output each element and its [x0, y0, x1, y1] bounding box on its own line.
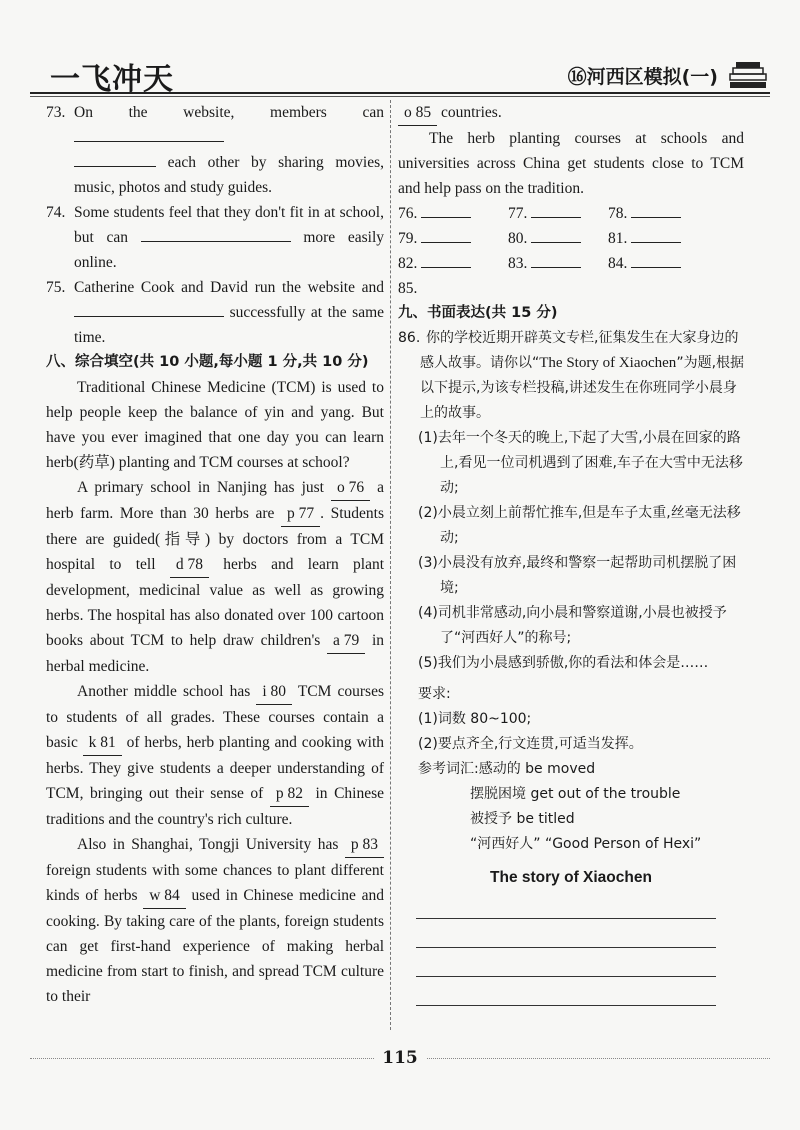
hint-1: (1)去年一个冬天的晚上,下起了大雪,小晨在回家的路上,看见一位司机遇到了困难,车子在大雪中无法移动; [418, 430, 743, 496]
answer-slot-76[interactable]: 76. [398, 201, 508, 226]
section-9-heading: 九、书面表达(共 15 分) [398, 305, 558, 321]
page-header [30, 50, 770, 100]
cloze-blank-76[interactable]: o 76 [331, 475, 370, 501]
answer-slot-79[interactable]: 79. [398, 226, 508, 251]
answer-slot-82[interactable]: 82. [398, 251, 508, 276]
passage-paragraph-1: Traditional Chinese Medicine (TCM) is used to help people keep the balance of yin and yang. But have you ever imagined that one day you can learn herb(药草) planting and TCM courses at school? [46, 379, 384, 471]
header-rule-thin [30, 96, 770, 97]
answer-slot-85[interactable]: 85. [398, 280, 418, 297]
answer-slot-80[interactable]: 80. [508, 226, 608, 251]
hint-4: (4)司机非常感动,向小晨和警察道谢,小晨也被授予了“河西好人”的称号; [418, 605, 727, 646]
column-divider [390, 100, 391, 1030]
question-74: 74. Some students feel that they don't fit in at school, but can more easily online. [46, 204, 384, 271]
passage-paragraph-2: A primary school in Nanjing has just o 76 a herb farm. More than 30 herbs are p 77 . Students there are guided(指导) by doctors from a TCM hospital to tell d 78 herbs and learn plant development, medicinal value as well as growing herbs. The hospital has also donated over 100 cartoon books about TCM to help draw children's a 79 in herbal medicine. [46, 475, 384, 679]
cloze-blank-82[interactable]: p 82 [270, 781, 309, 807]
right-column [398, 100, 744, 1006]
page-footer [0, 1048, 800, 1068]
answer-blank-75[interactable] [74, 316, 224, 317]
cloze-blank-80[interactable]: i 80 [256, 679, 292, 705]
writing-line[interactable] [416, 918, 716, 919]
cloze-blank-77[interactable]: p 77 [281, 501, 320, 527]
cloze-blank-78[interactable]: d 78 [170, 552, 209, 578]
requirements-label: 要求: [418, 686, 451, 702]
cloze-blank-83[interactable]: p 83 [345, 832, 384, 858]
hint-3: (3)小晨没有放弃,最终和警察一起帮助司机摆脱了困境; [418, 555, 737, 596]
page-number: 115 [374, 1048, 426, 1068]
requirement-2: (2)要点齐全,行文连贯,可适当发挥。 [418, 736, 643, 752]
question-75: 75. Catherine Cook and David run the website and successfully at the same time. [46, 279, 385, 346]
writing-line[interactable] [416, 947, 716, 948]
vocab-row-3: 被授予 be titled [470, 811, 575, 827]
question-86 [398, 326, 744, 857]
left-column [46, 100, 384, 1009]
answer-blank-73b[interactable] [74, 166, 156, 167]
passage-continuation: o 85 countries. [398, 100, 744, 126]
exam-tag: ⑯河西区模拟(一) [567, 66, 718, 88]
header-rule [30, 92, 770, 94]
passage-paragraph-4: Also in Shanghai, Tongji University has p 83 foreign students with some chances to plant different kinds of herbs w 84 used in Chinese medicine and cooking. By taking care of the plants, foreign students can get first-hand experience of making herbal medicine from start to finish, and spread TCM culture to their [46, 832, 384, 1009]
passage-paragraph-3: Another middle school has i 80 TCM courses to students of all grades. These courses contain a basic k 81 of herbs, herb planting and cooking with herbs. They give students a deeper understanding of TCM, bringing out their sense of p 82 in Chinese traditions and the country's rich culture. [46, 679, 384, 832]
requirement-1: (1)词数 80~100; [418, 711, 532, 727]
answer-slot-83[interactable]: 83. [508, 251, 608, 276]
passage-paragraph-5: The herb planting courses at schools and universities across China get students close to TCM and help pass on the tradition. [398, 130, 744, 197]
section-8-heading: 八、综合填空(共 10 小题,每小题 1 分,共 10 分) [46, 354, 369, 370]
vocab-row-1: 参考词汇:感动的 be moved [418, 761, 596, 777]
answer-slot-81[interactable]: 81. [608, 226, 728, 251]
cloze-blank-85[interactable]: o 85 [398, 100, 437, 126]
hint-5: (5)我们为小晨感到骄傲,你的看法和体会是…… [418, 655, 709, 671]
hint-2: (2)小晨立刻上前帮忙推车,但是车子太重,丝毫无法移动; [418, 505, 741, 546]
cloze-blank-79[interactable]: a 79 [327, 628, 365, 654]
vocab-row-4: “河西好人” “Good Person of Hexi” [470, 836, 702, 852]
book-stack-icon [728, 60, 770, 90]
answer-grid [398, 201, 744, 301]
cloze-blank-84[interactable]: w 84 [143, 883, 186, 909]
answer-blank-74[interactable] [141, 241, 291, 242]
answer-slot-84[interactable]: 84. [608, 251, 728, 276]
writing-title: The story of Xiaochen [490, 869, 652, 886]
vocab-row-2: 摆脱困境 get out of the trouble [470, 786, 681, 802]
question-73: 73. On the website, members can each other by sharing movies, music, photos and study guides. [46, 104, 385, 196]
question-86-intro: 86. 你的学校近期开辟英文专栏,征集发生在大家身边的感人故事。请你以“The Story of Xiaochen”为题,根据以下提示,为该专栏投稿,讲述发生在你班同学小晨身上的故事。 [398, 330, 745, 421]
answer-slot-78[interactable]: 78. [608, 201, 728, 226]
answer-slot-77[interactable]: 77. [508, 201, 608, 226]
writing-line[interactable] [416, 1005, 716, 1006]
answer-blank-73a[interactable] [74, 141, 224, 142]
writing-line[interactable] [416, 976, 716, 977]
brand-title: 一飞冲天 [50, 62, 174, 97]
cloze-blank-81[interactable]: k 81 [83, 730, 122, 756]
